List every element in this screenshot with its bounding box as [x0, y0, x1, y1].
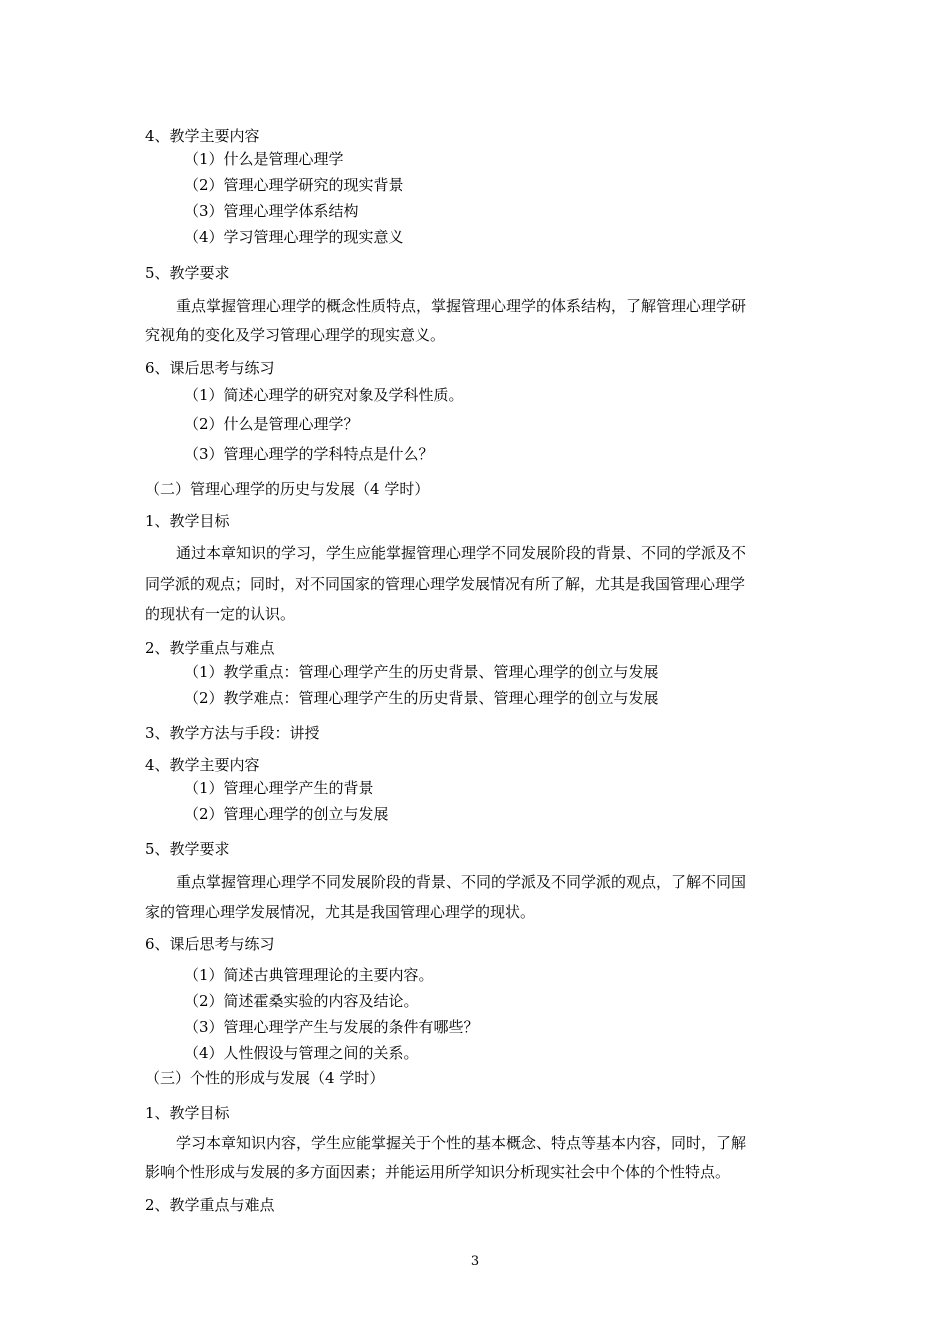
paragraph-line: 的现状有一定的认识。: [145, 605, 296, 623]
list-item: （2）什么是管理心理学？: [184, 415, 359, 433]
paragraph-line: 重点掌握管理心理学不同发展阶段的背景、不同的学派及不同学派的观点，了解不同国: [176, 873, 747, 891]
list-item: （1）教学重点：管理心理学产生的历史背景、管理心理学的创立与发展: [184, 663, 659, 681]
list-item: （1）什么是管理心理学: [184, 150, 344, 168]
list-item: （1）简述古典管理理论的主要内容。: [184, 966, 434, 984]
paragraph-line: 影响个性形成与发展的多方面因素；并能运用所学知识分析现实社会中个体的个性特点。: [145, 1163, 731, 1181]
list-item: （4）人性假设与管理之间的关系。: [184, 1044, 419, 1062]
list-item: （2）管理心理学的创立与发展: [184, 805, 389, 823]
paragraph-line: 学习本章知识内容，学生应能掌握关于个性的基本概念、特点等基本内容，同时，了解: [176, 1134, 747, 1152]
list-item: （2）管理心理学研究的现实背景: [184, 176, 404, 194]
paragraph-line: 通过本章知识的学习，学生应能掌握管理心理学不同发展阶段的背景、不同的学派及不: [176, 544, 747, 562]
heading-requirements-1: 5、教学要求: [145, 264, 230, 282]
heading-main-content-2: 4、教学主要内容: [145, 756, 260, 774]
paragraph-line: 家的管理心理学发展情况，尤其是我国管理心理学的现状。: [145, 903, 536, 921]
paragraph-line: 同学派的观点；同时，对不同国家的管理心理学发展情况有所了解，尤其是我国管理心理学: [145, 575, 746, 593]
heading-objectives-3: 1、教学目标: [145, 1104, 230, 1122]
paragraph-line: 重点掌握管理心理学的概念性质特点，掌握管理心理学的体系结构，了解管理心理学研: [176, 297, 747, 315]
list-item: （2）简述霍桑实验的内容及结论。: [184, 992, 419, 1010]
list-item: （1）管理心理学产生的背景: [184, 779, 374, 797]
paragraph-line: 究视角的变化及学习管理心理学的现实意义。: [145, 326, 446, 344]
chapter-heading-2: （二）管理心理学的历史与发展（4 学时）: [145, 480, 430, 498]
page-number: 3: [470, 1254, 480, 1269]
heading-key-points-3: 2、教学重点与难点: [145, 1196, 275, 1214]
list-item: （3）管理心理学体系结构: [184, 202, 359, 220]
chapter-heading-3: （三）个性的形成与发展（4 学时）: [145, 1069, 385, 1087]
list-item: （2）教学难点：管理心理学产生的历史背景、管理心理学的创立与发展: [184, 689, 659, 707]
list-item: （1）简述心理学的研究对象及学科性质。: [184, 386, 464, 404]
heading-exercises-1: 6、课后思考与练习: [145, 359, 275, 377]
list-item: （4）学习管理心理学的现实意义: [184, 228, 404, 246]
heading-objectives-2: 1、教学目标: [145, 512, 230, 530]
heading-main-content-1: 4、教学主要内容: [145, 127, 260, 145]
heading-exercises-2: 6、课后思考与练习: [145, 935, 275, 953]
heading-key-points-2: 2、教学重点与难点: [145, 639, 275, 657]
list-item: （3）管理心理学的学科特点是什么？: [184, 445, 434, 463]
heading-requirements-2: 5、教学要求: [145, 840, 230, 858]
list-item: （3）管理心理学产生与发展的条件有哪些？: [184, 1018, 479, 1036]
heading-methods-2: 3、教学方法与手段：讲授: [145, 724, 320, 742]
